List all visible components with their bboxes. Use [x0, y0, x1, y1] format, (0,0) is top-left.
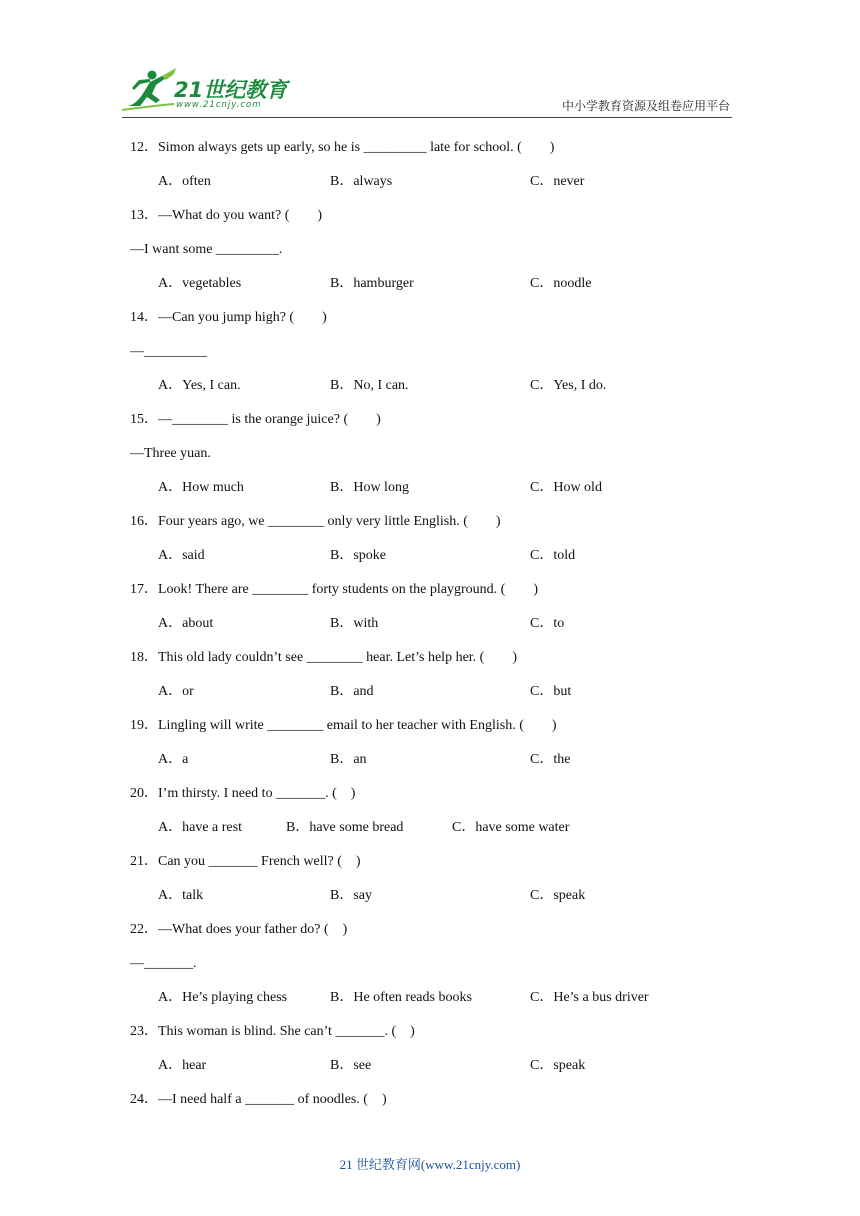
page-header	[0, 0, 860, 120]
option-b: B．hamburger	[330, 276, 414, 291]
question-15: 15．—________ is the orange juice? ( )	[130, 412, 381, 427]
option-a: A．talk	[158, 888, 204, 903]
options-15	[130, 476, 740, 510]
header-divider	[122, 117, 732, 118]
option-a: A．about	[158, 616, 214, 631]
question-22: 22．—What does your father do? ( )	[130, 922, 348, 937]
options-18	[130, 680, 740, 714]
option-b: B．How long	[330, 480, 409, 495]
options-14	[130, 374, 740, 408]
question-18: 18．This old lady couldn’t see ________ hear. Let’s help her. ( )	[130, 650, 518, 665]
logo	[122, 68, 292, 114]
option-a: A．have a rest	[158, 820, 242, 835]
answer-line-14: —_________	[130, 344, 207, 359]
option-b: B．say	[330, 888, 372, 903]
platform-title: 中小学教育资源及组卷应用平台	[561, 99, 730, 113]
option-c: C．to	[530, 616, 565, 631]
option-a: A．vegetables	[158, 276, 242, 291]
options-16	[130, 544, 740, 578]
option-c: C．told	[530, 548, 576, 563]
options-23	[130, 1054, 740, 1088]
option-c: C．How old	[530, 480, 602, 495]
answer-line-15: —Three yuan.	[130, 446, 211, 461]
logo-url: www.21cnjy.com	[176, 100, 262, 110]
question-list	[130, 136, 740, 1122]
logo-text: 21世纪教育	[174, 78, 288, 102]
options-19	[130, 748, 740, 782]
option-a: A．hear	[158, 1058, 207, 1073]
option-b: B．have some bread	[286, 820, 404, 835]
options-17	[130, 612, 740, 646]
question-23: 23．This woman is blind. She can’t _______. ( )	[130, 1024, 415, 1039]
option-b: B．always	[330, 174, 393, 189]
question-24: 24．—I need half a _______ of noodles. ( )	[130, 1092, 387, 1107]
question-14: 14．—Can you jump high? ( )	[130, 310, 327, 325]
options-20	[130, 816, 740, 850]
option-c: C．the	[530, 752, 571, 767]
option-c: C．never	[530, 174, 585, 189]
option-b: B．He often reads books	[330, 990, 472, 1005]
option-a: A．or	[158, 684, 194, 699]
answer-line-22: —_______.	[130, 956, 197, 971]
option-c: C．have some water	[452, 820, 570, 835]
option-c: C．Yes, I do.	[530, 378, 607, 393]
question-13: 13．—What do you want? ( )	[130, 208, 323, 223]
option-a: A．a	[158, 752, 189, 767]
option-b: B．an	[330, 752, 367, 767]
option-c: C．speak	[530, 1058, 586, 1073]
option-c: C．speak	[530, 888, 586, 903]
option-c: C．noodle	[530, 276, 592, 291]
page-footer: 21 世纪教育网(www.21cnjy.com)	[339, 1157, 521, 1172]
option-a: A．He’s playing chess	[158, 990, 288, 1005]
option-a: A．said	[158, 548, 205, 563]
question-12: 12．Simon always gets up early, so he is _________ late for school. ( )	[130, 140, 555, 155]
question-17: 17．Look! There are ________ forty students on the playground. ( )	[130, 582, 538, 597]
option-a: A．often	[158, 174, 211, 189]
option-c: C．but	[530, 684, 572, 699]
option-c: C．He’s a bus driver	[530, 990, 649, 1005]
options-21	[130, 884, 740, 918]
answer-line-13: —I want some _________.	[130, 242, 283, 257]
options-13	[130, 272, 740, 306]
options-22	[130, 986, 740, 1020]
question-21: 21．Can you _______ French well? ( )	[130, 854, 361, 869]
option-b: B．and	[330, 684, 374, 699]
option-a: A．How much	[158, 480, 244, 495]
option-b: B．with	[330, 616, 379, 631]
option-b: B．see	[330, 1058, 372, 1073]
question-16: 16．Four years ago, we ________ only very little English. ( )	[130, 514, 501, 529]
option-b: B．No, I can.	[330, 378, 409, 393]
question-20: 20．I’m thirsty. I need to _______. ( )	[130, 786, 356, 801]
options-12	[130, 170, 740, 204]
question-19: 19．Lingling will write ________ email to her teacher with English. ( )	[130, 718, 557, 733]
option-a: A．Yes, I can.	[158, 378, 241, 393]
option-b: B．spoke	[330, 548, 386, 563]
runner-logo-icon	[122, 68, 178, 112]
